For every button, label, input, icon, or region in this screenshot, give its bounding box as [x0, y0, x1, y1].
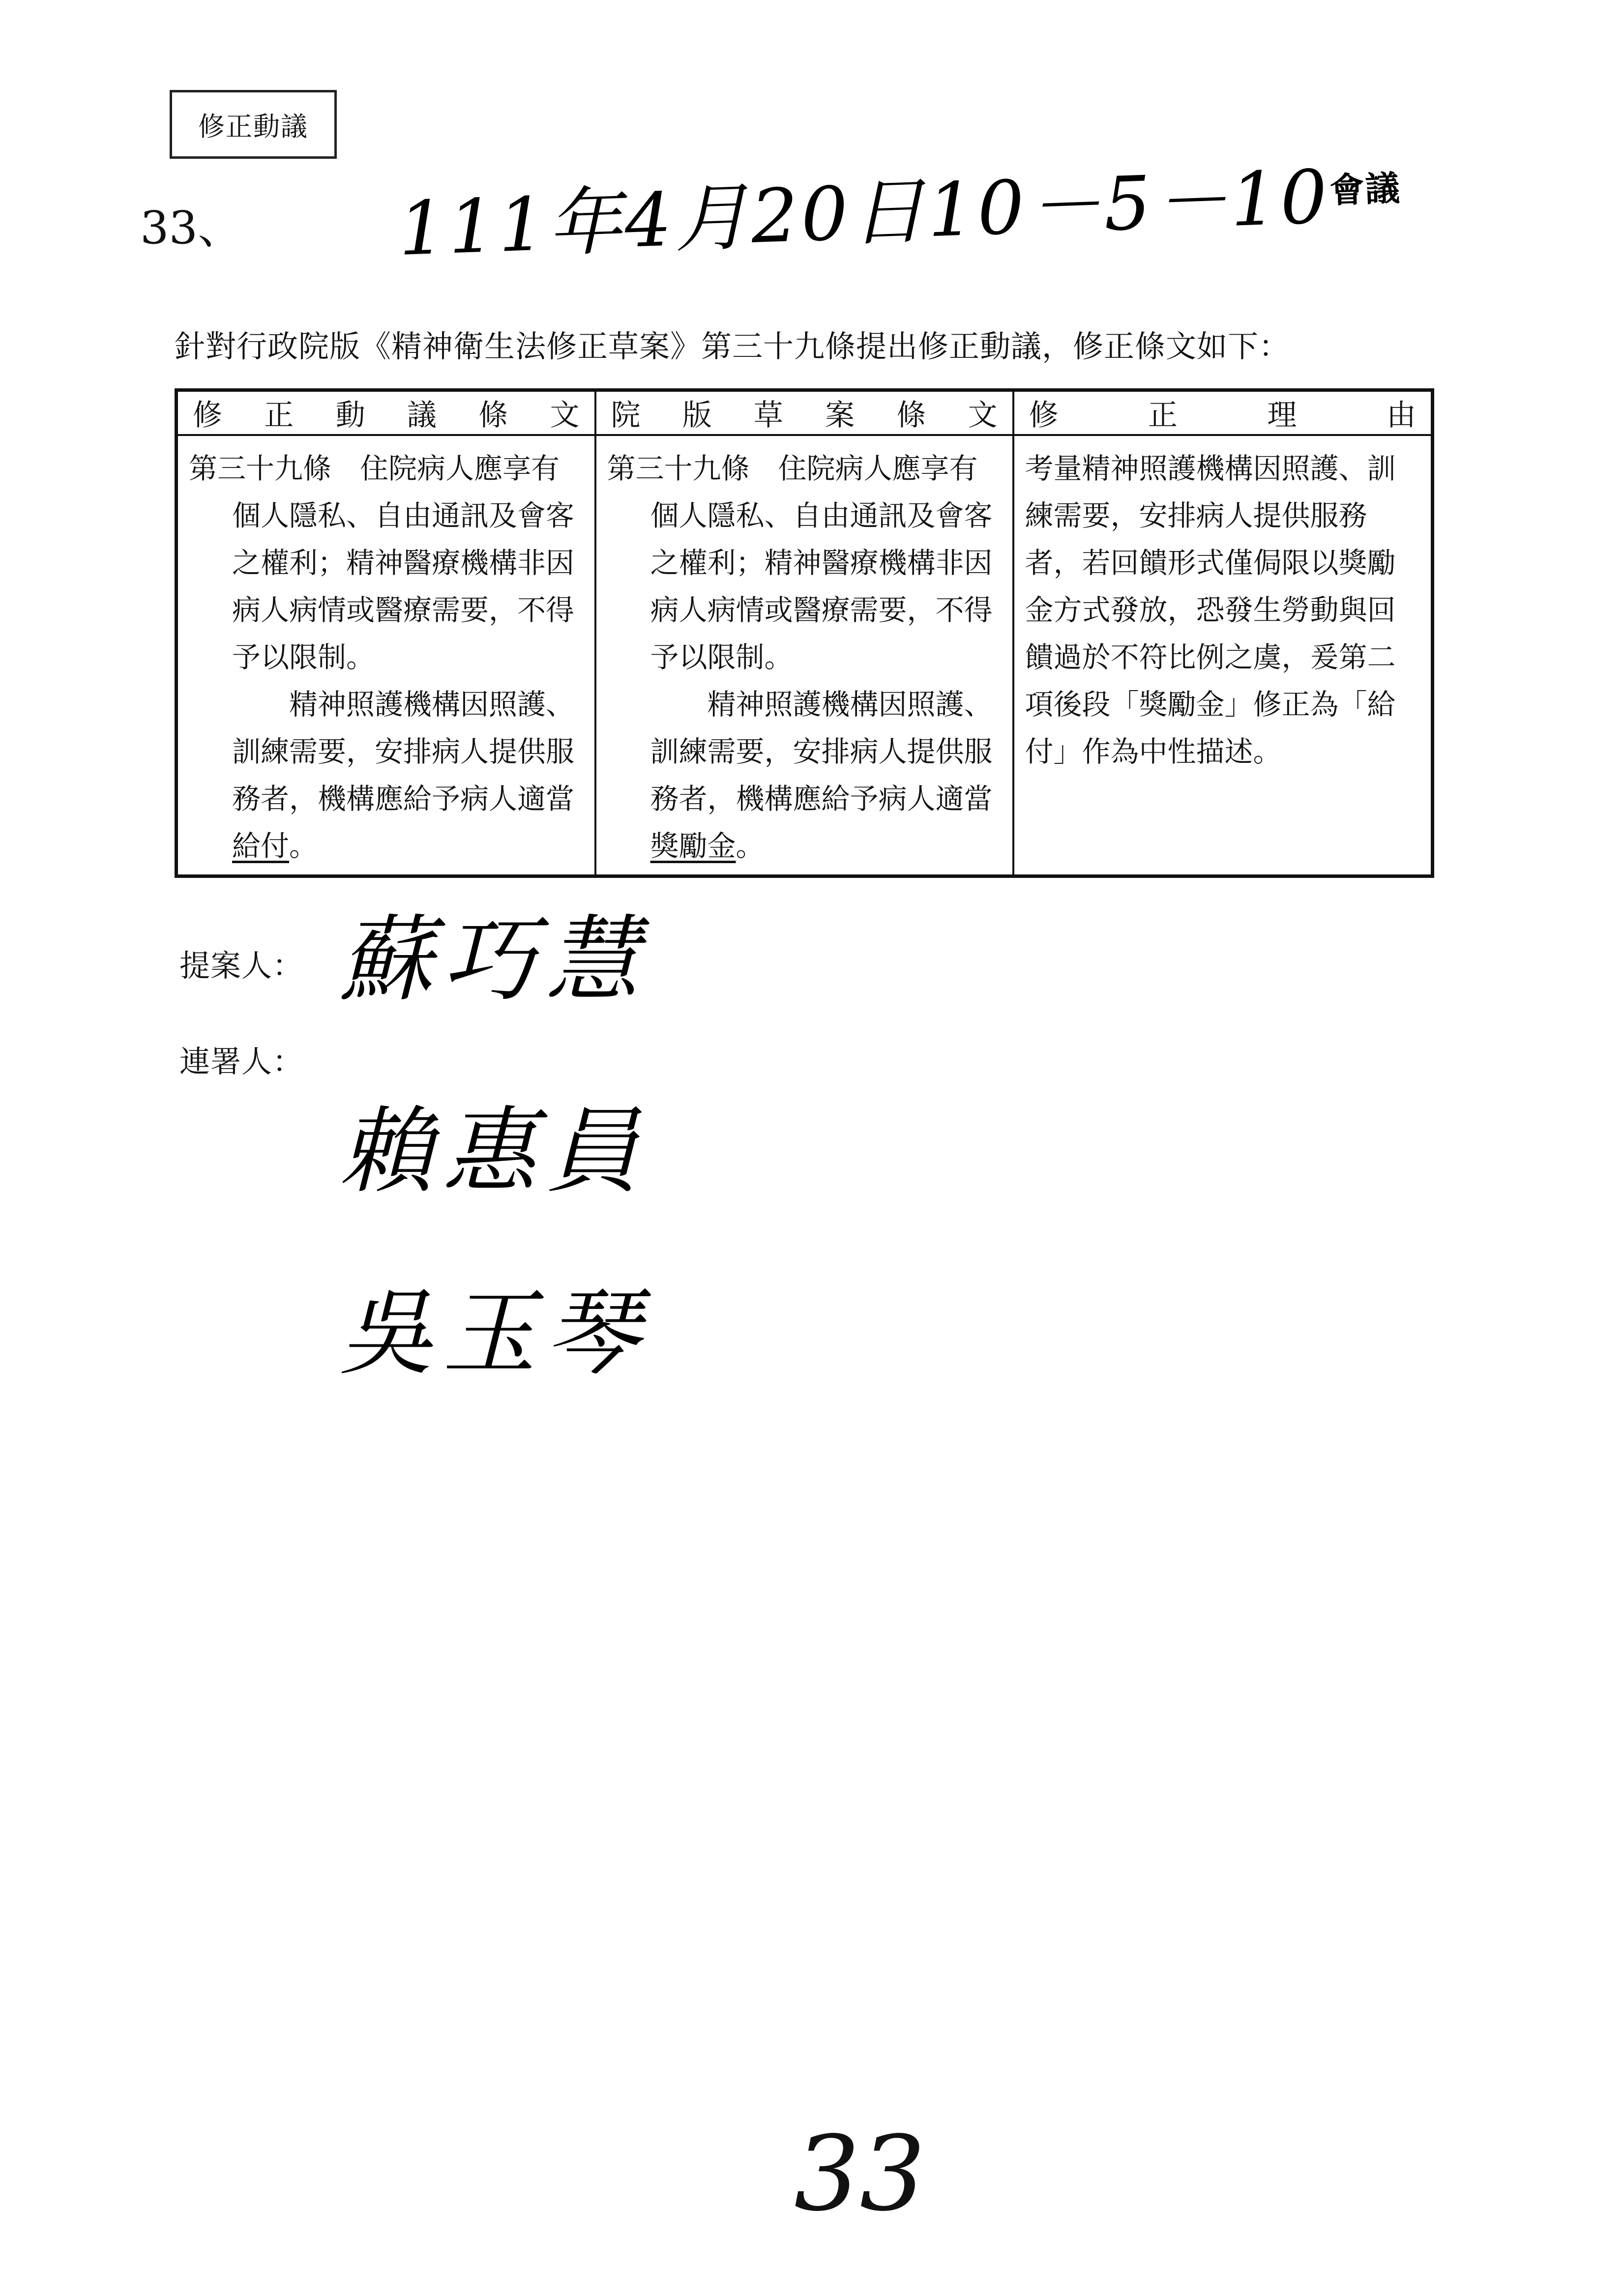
header-char: 正: [264, 398, 294, 433]
table-header-row: [177, 390, 1433, 436]
session-handwritten: 111年4月20日10－5－10: [397, 154, 1332, 272]
reason-cell: [1013, 435, 1433, 876]
draft-para-2-end: 。: [736, 829, 765, 863]
header-draft-chars: [611, 392, 998, 434]
header-char: 版: [682, 398, 712, 433]
cosigner-label: 連署人：: [179, 1044, 304, 1079]
draft-underlined-term: 獎勵金: [650, 829, 736, 863]
motion-para-2: [189, 681, 584, 870]
reason-text: 考量精神照護機構因照護、訓練需要，安排病人提供服務者，若回饋形式僅侷限以獎勵金方式發放，恐發生勞動與回饋過於不符比例之虞，爰第二項後段「獎勵金」修正為「給付」作為中性描述。: [1025, 452, 1396, 768]
motion-para-2-text: 精神照護機構因照護、訓練需要，安排病人提供服務者，機構應給予病人適當: [232, 688, 575, 815]
header-char: 文: [550, 398, 580, 433]
cosigner-signature-2: 吳玉琴: [339, 1279, 650, 1388]
header-char: 院: [611, 398, 641, 433]
table-row: [177, 435, 1433, 876]
draft-cell: [595, 435, 1013, 876]
page-number: 33: [794, 2114, 926, 2234]
motion-underlined-term: 給付: [232, 829, 290, 863]
draft-para-1: 第三十九條 住院病人應享有個人隱私、自由通訊及會客之權利；精神醫療機構非因病人病情或醫療需要，不得予以限制。: [607, 452, 993, 674]
header-motion-text: [177, 390, 595, 436]
draft-para-2-text: 精神照護機構因照護、訓練需要，安排病人提供服務者，機構應給予病人適當: [650, 688, 993, 815]
header-reason-chars: [1029, 392, 1417, 434]
header-char: 條: [896, 398, 926, 433]
header-char: 修: [1029, 398, 1059, 433]
item-number: 33、: [140, 202, 243, 254]
header-char: 修: [193, 398, 222, 433]
header-char: 理: [1267, 398, 1297, 433]
header-char: 條: [478, 398, 508, 433]
draft-para-2: [607, 681, 1002, 870]
motion-tag-label: 修正動議: [198, 111, 308, 142]
header-char: 議: [407, 398, 437, 433]
session-line: [396, 135, 1402, 276]
proposer-signature: 蘇巧慧: [339, 905, 650, 1014]
motion-cell: [177, 435, 595, 876]
motion-para-2-end: 。: [289, 829, 318, 863]
header-char: 動: [335, 398, 365, 433]
cosigner-signature-1: 賴惠員: [339, 1097, 650, 1206]
header-char: 正: [1148, 398, 1178, 433]
header-char: 由: [1387, 398, 1416, 433]
header-reason: [1013, 390, 1433, 436]
header-char: 文: [968, 398, 998, 433]
motion-tag-box: [170, 90, 337, 159]
proposer-label: 提案人：: [179, 948, 304, 984]
header-motion-chars: [193, 392, 580, 434]
header-char: 案: [825, 398, 855, 433]
motion-para-1: 第三十九條 住院病人應享有個人隱私、自由通訊及會客之權利；精神醫療機構非因病人病情或醫療需要，不得予以限制。: [189, 452, 575, 674]
amendment-table: [175, 388, 1434, 878]
intro-text: 針對行政院版《精神衛生法修正草案》第三十九條提出修正動議，修正條文如下：: [175, 328, 1290, 364]
header-draft-text: [595, 390, 1013, 436]
header-char: 草: [753, 398, 783, 433]
session-suffix: 會議: [1329, 168, 1402, 211]
